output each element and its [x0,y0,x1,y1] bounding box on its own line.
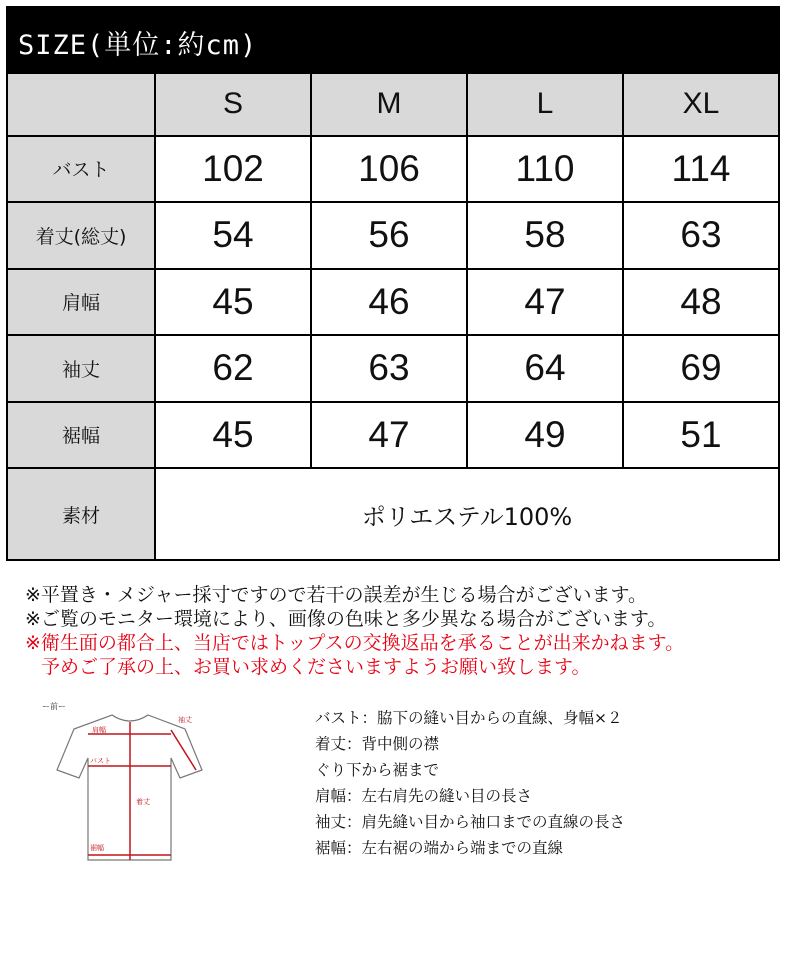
row-label: 着丈(総丈) [7,202,155,269]
size-header-row [7,73,779,136]
row-label: 裾幅 [7,402,155,469]
table-cell: 56 [311,202,467,269]
size-header-xl: XL [623,73,779,136]
table-cell: 49 [467,402,623,469]
page-title: SIZE(単位:約cm) [18,30,258,61]
table-cell: 47 [467,269,623,336]
table-cell: 63 [311,335,467,402]
table-cell: 69 [623,335,779,402]
bust-label: バスト [90,757,111,765]
notes [25,583,684,679]
table-cell: 46 [311,269,467,336]
length-label: 着丈 [136,798,150,806]
table-row [7,136,779,203]
definition-item: バスト：脇下の縫い目からの直線、身幅×２ [315,709,623,727]
table-row [7,402,779,469]
row-label: 肩幅 [7,269,155,336]
material-label: 素材 [7,468,155,560]
table-cell: 62 [155,335,311,402]
measurement-definitions [315,705,625,861]
table-cell: 51 [623,402,779,469]
note-line: ※ご覧のモニター環境により、画像の色味と多少異なる場合がございます。 [25,608,667,630]
shoulder-label: 肩幅 [92,726,106,734]
row-label: 袖丈 [7,335,155,402]
table-row [7,335,779,402]
definition-item: ぐり下から裾まで [315,761,440,779]
hem-label: 裾幅 [90,844,104,852]
front-label: ー前ー [42,702,66,711]
note-line-warning: ※衛生面の都合上、当店ではトップスの交換返品を承ることが出来かねます。 [25,632,685,654]
size-table [6,72,780,561]
definition-item: 袖丈：肩先縫い目から袖口までの直線の長さ [315,813,626,831]
note-line: ※平置き・メジャー採寸ですので若干の誤差が生じる場合がございます。 [25,584,648,606]
table-cell: 63 [623,202,779,269]
table-cell: 102 [155,136,311,203]
table-row [7,269,779,336]
table-cell: 106 [311,136,467,203]
table-cell: 110 [467,136,623,203]
definition-item: 肩幅：左右肩先の縫い目の長さ [315,787,533,805]
sleeve-label: 袖丈 [178,716,192,724]
definition-item: 裾幅：左右裾の端から端までの直線 [315,839,564,857]
table-cell: 114 [623,136,779,203]
header-corner-cell [7,73,155,136]
size-header-s: S [155,73,311,136]
size-header-l: L [467,73,623,136]
table-cell: 64 [467,335,623,402]
row-label: バスト [7,136,155,203]
table-row [7,202,779,269]
table-cell: 58 [467,202,623,269]
material-value: ポリエステル100% [155,468,779,560]
table-cell: 45 [155,402,311,469]
material-row [7,468,779,560]
tshirt-diagram [40,700,220,870]
table-cell: 48 [623,269,779,336]
table-cell: 45 [155,269,311,336]
title-bar [6,6,780,72]
size-header-m: M [311,73,467,136]
definition-item: 着丈：背中側の襟 [315,735,440,753]
table-cell: 54 [155,202,311,269]
note-line-warning: 予めご了承の上、お買い求めくださいますようお願い致します。 [41,656,591,678]
table-cell: 47 [311,402,467,469]
